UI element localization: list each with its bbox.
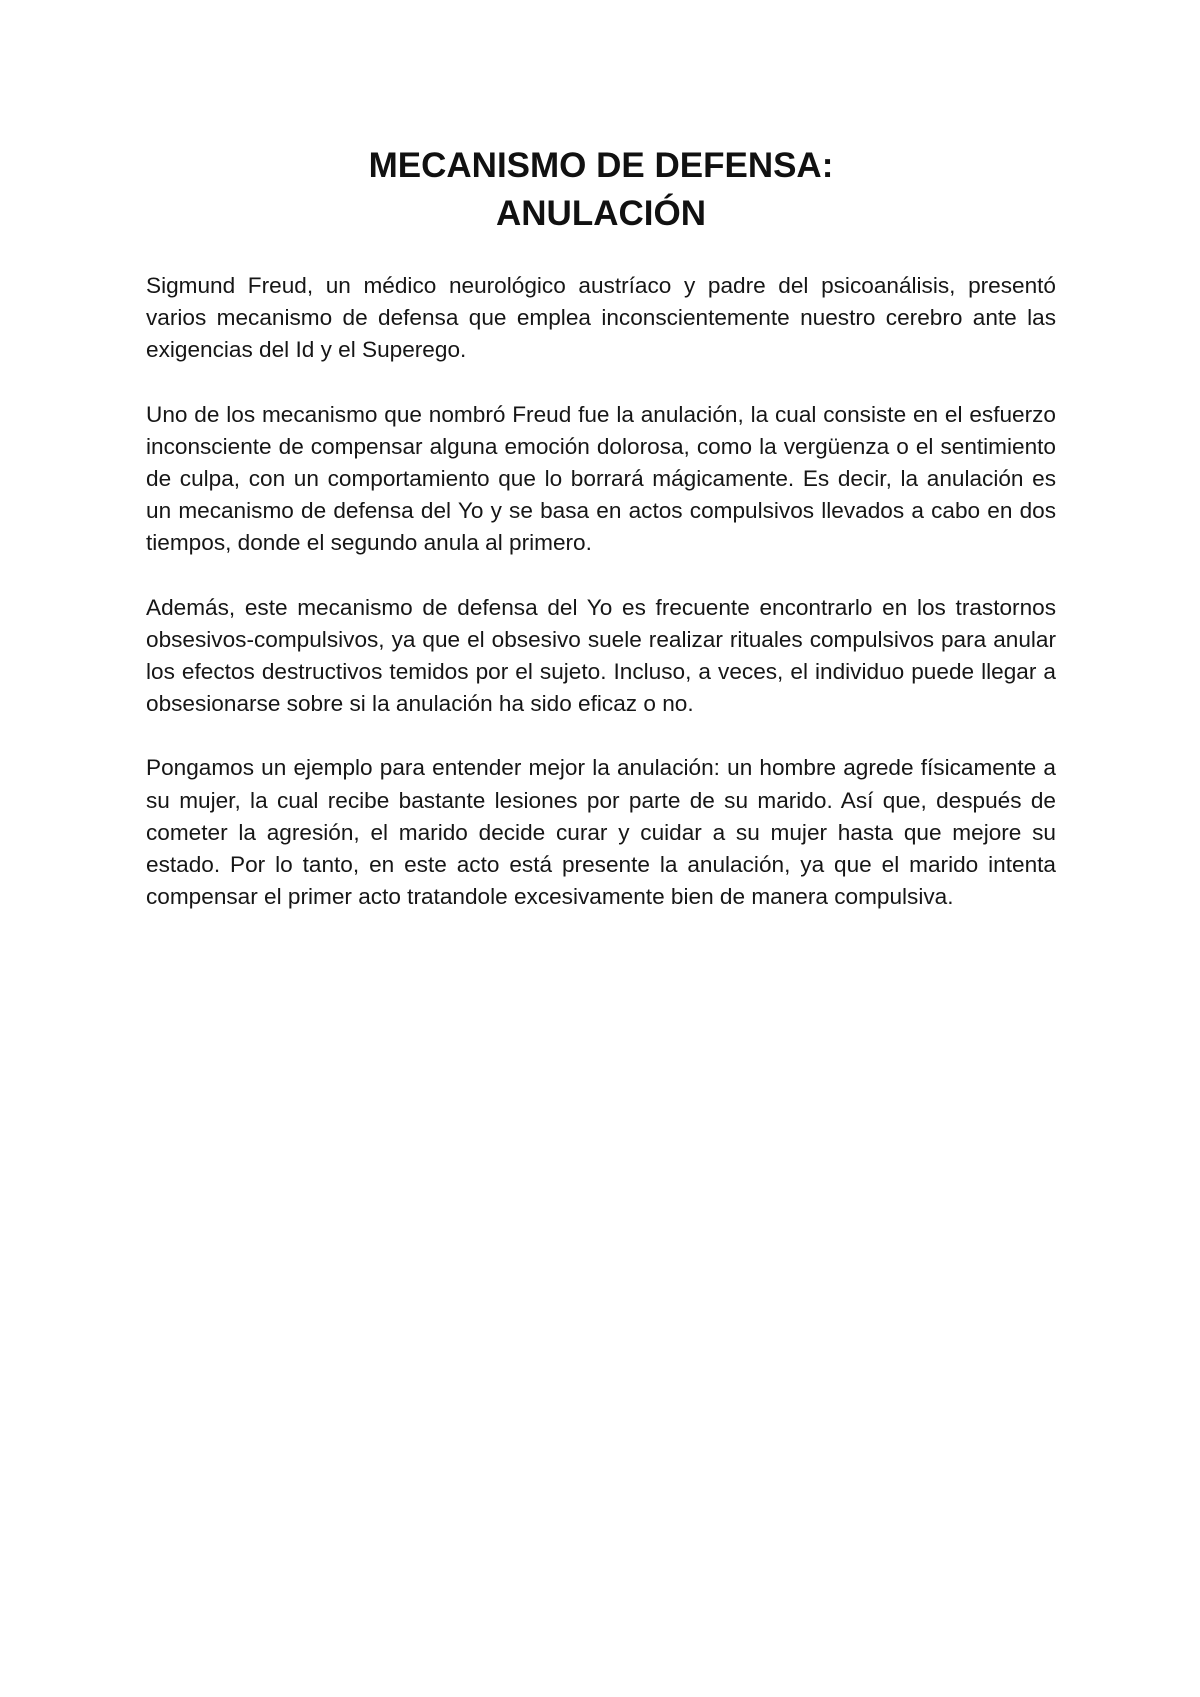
title-line-1: MECANISMO DE DEFENSA:: [368, 146, 834, 185]
title-line-2: ANULACIÓN: [496, 194, 706, 233]
document-body: [146, 270, 1056, 945]
paragraph-obsessive-disorders: Además, este mecanismo de defensa del Yo es frecuente encontrarlo en los trastornos obsesivos-compulsivos, ya que el obsesivo suele realizar rituales compulsivos para anular los efectos destructivos temidos por el sujeto. Incluso, a veces, el individuo puede llegar a obsesionarse sobre si la anulación ha sido eficaz o no.: [146, 594, 1056, 717]
document-title: [146, 142, 1056, 238]
paragraph-definition: Uno de los mecanismo que nombró Freud fue la anulación, la cual consiste en el esfuerzo inconsciente de compensar alguna emoción dolorosa, como la vergüenza o el sentimiento de culpa, con un comportamiento que lo borrará mágicamente. Es decir, la anulación es un mecanismo de defensa del Yo y se basa en actos compulsivos llevados a cabo en dos tiempos, donde el segundo anula al primero.: [146, 401, 1056, 556]
paragraph-intro: Sigmund Freud, un médico neurológico austríaco y padre del psicoanálisis, presentó varios mecanismo de defensa que emplea inconscientemente nuestro cerebro ante las exigencias del Id y el Superego.: [146, 273, 1056, 363]
paragraph-example: Pongamos un ejemplo para entender mejor la anulación: un hombre agrede físicamente a su mujer, la cual recibe bastante lesiones por parte de su marido. Así que, después de cometer la agresión, el marido decide curar y cuidar a su mujer hasta que mejore su estado. Por lo tanto, en este acto está presente la anulación, ya que el marido intenta compensar el primer acto tratandole excesivamente bien de manera compulsiva.: [146, 755, 1056, 910]
